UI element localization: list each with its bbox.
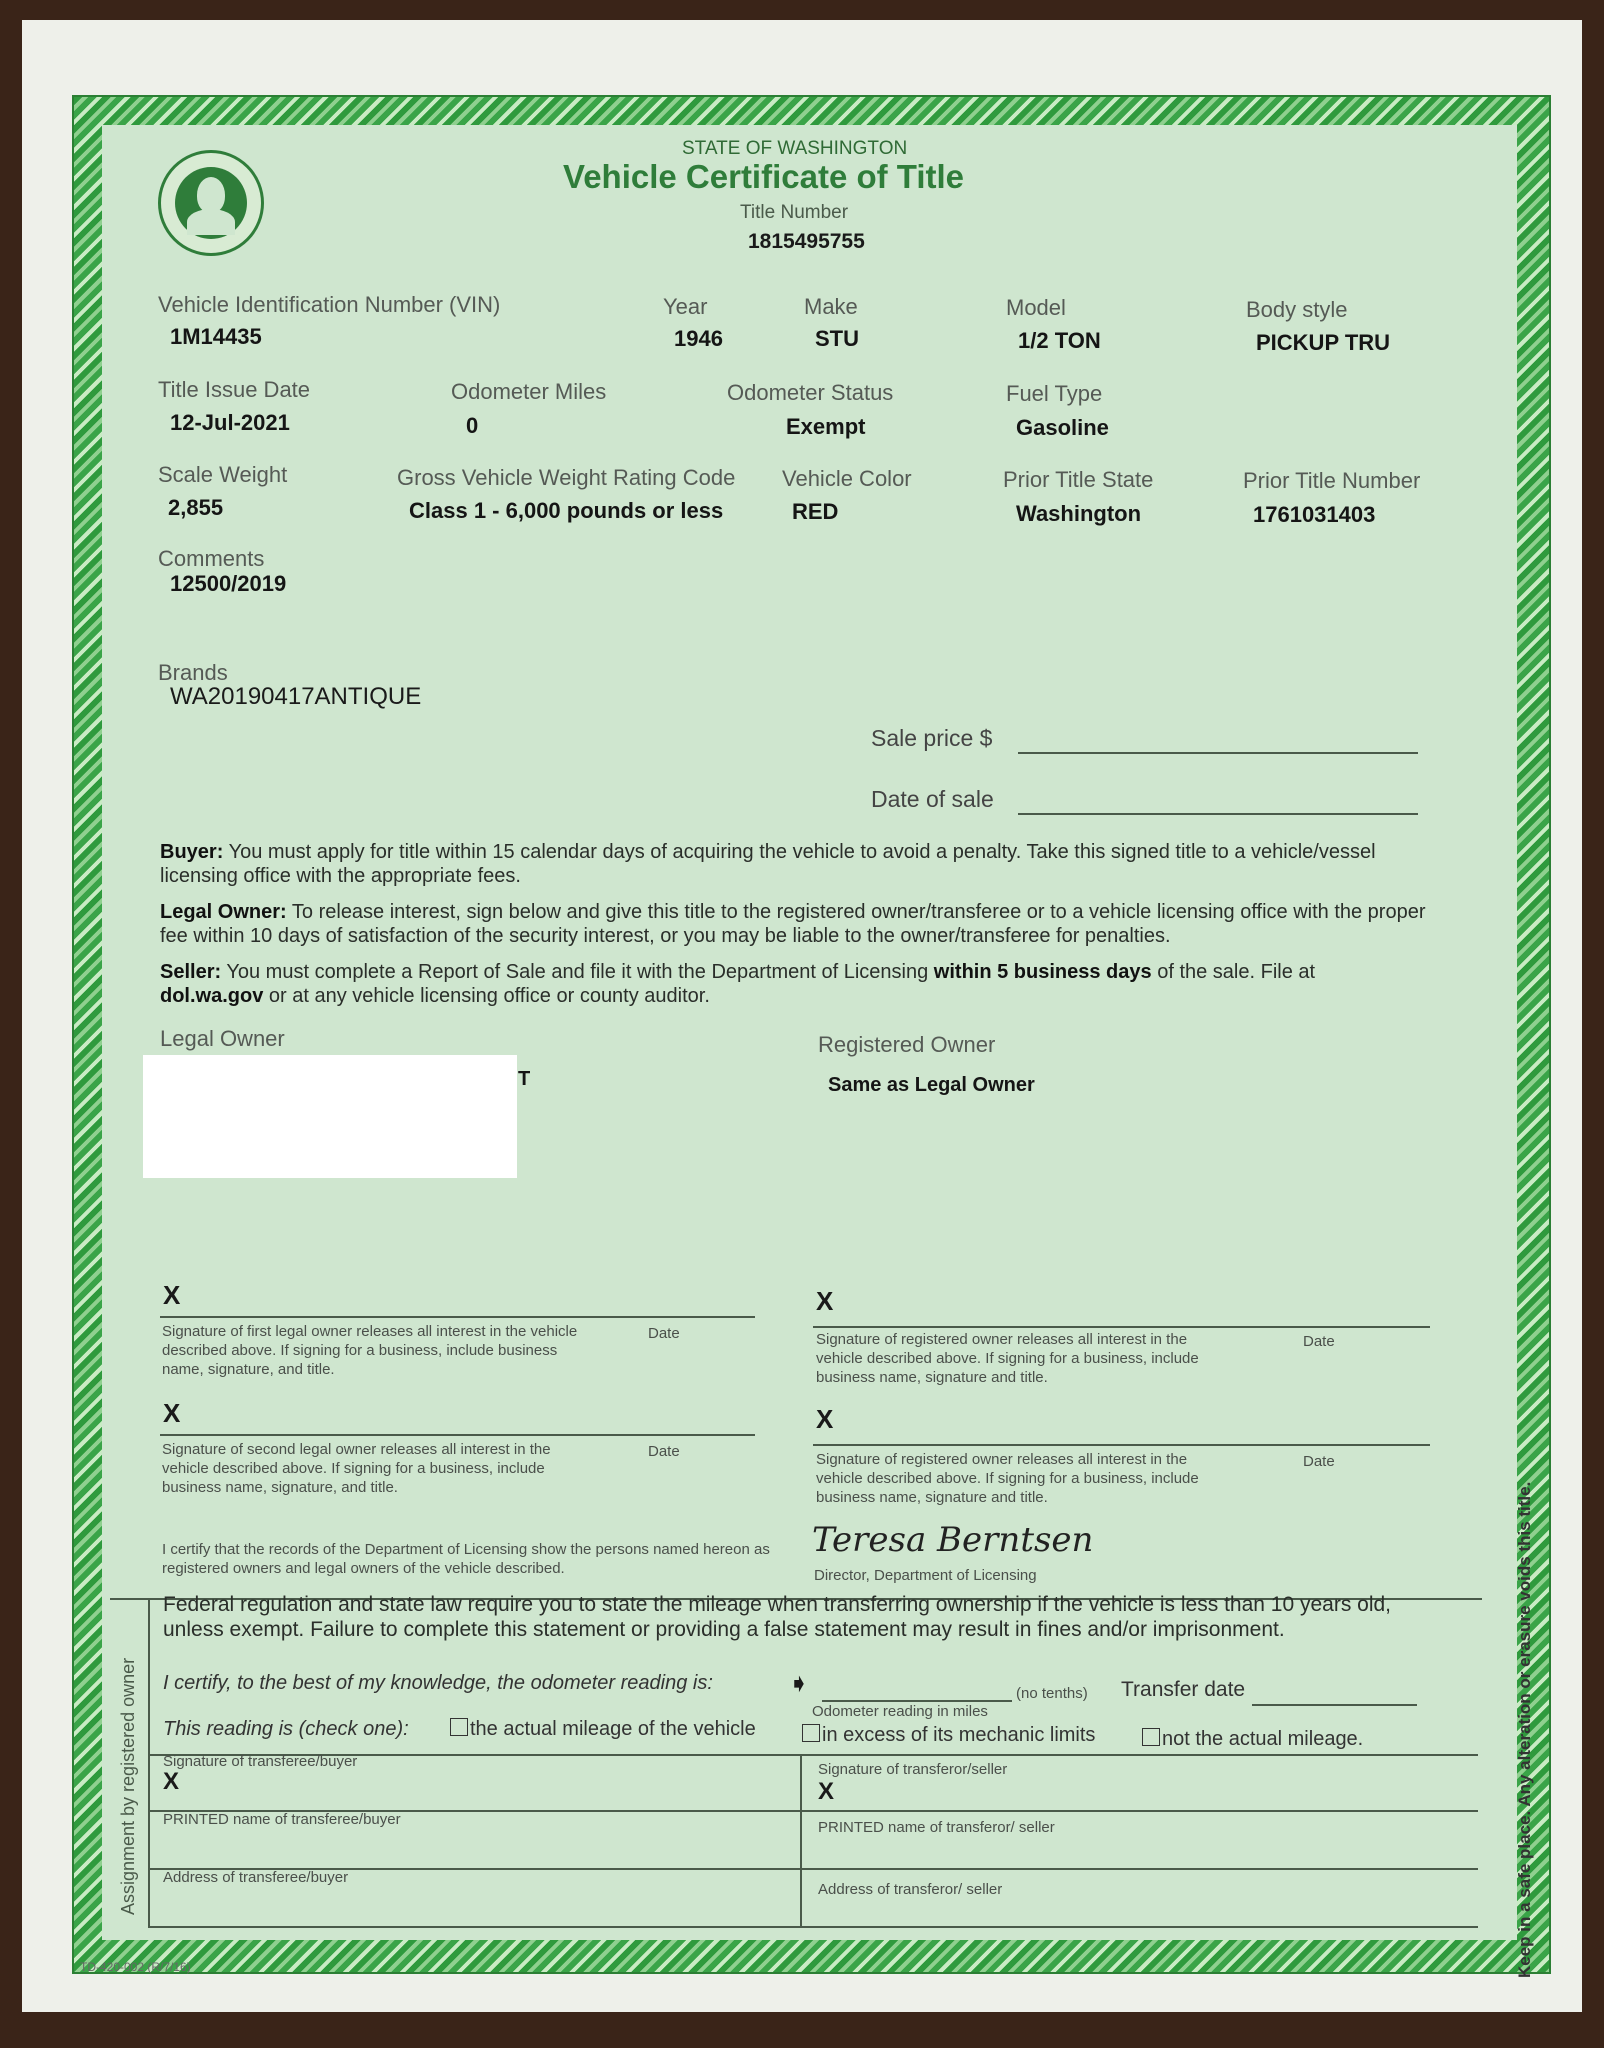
- option-not-actual-label: not the actual mileage.: [1162, 1728, 1364, 1750]
- assignment-side-label: Assignment by registered owner: [118, 1657, 138, 1915]
- gvwr-value: Class 1 - 6,000 pounds or less: [409, 498, 724, 523]
- odometer-value: 0: [466, 413, 479, 438]
- transfer-date-label: Transfer date: [1121, 1678, 1246, 1701]
- seller-sign-x[interactable]: X: [818, 1778, 835, 1805]
- brands-label: Brands: [158, 660, 228, 685]
- odometer-label: Odometer Miles: [451, 379, 607, 404]
- brands-value: WA20190417ANTIQUE: [170, 683, 422, 710]
- seller-signature-label: Signature of transferor/seller: [818, 1761, 1008, 1778]
- issue-date-value: 12-Jul-2021: [170, 410, 290, 435]
- body-style-value: PICKUP TRU: [1256, 330, 1391, 355]
- second-legal-caption: Signature of second legal owner releases all interest in the vehicle described above. If signing for a business, include business name, signature, and title.: [162, 1441, 551, 1496]
- form-number: TD-420-002 (R/7/16): [80, 1960, 191, 1974]
- first-legal-caption: Signature of first legal owner releases all interest in the vehicle described above. If signing for a business, include business name, signature, and title.: [162, 1323, 578, 1378]
- legal-owner-value: T: [518, 1068, 531, 1090]
- assignment-side-rule: [148, 1598, 150, 1926]
- seller-label: Seller:: [160, 961, 222, 983]
- make-label: Make: [804, 294, 858, 319]
- buyer-address-label[interactable]: Address of transferee/buyer: [163, 1869, 349, 1886]
- vin-label: Vehicle Identification Number (VIN): [158, 292, 501, 317]
- seller-printed-name-label[interactable]: PRINTED name of transferor/ seller: [818, 1819, 1055, 1836]
- vin-value: 1M14435: [170, 324, 262, 349]
- fuel-type-value: Gasoline: [1016, 415, 1109, 440]
- registered-date-label-2: Date: [1303, 1453, 1335, 1470]
- registered-sign-x-2: X: [816, 1404, 834, 1434]
- legal-owner-instr-text: To release interest, sign below and give this title to the registered owner/transferee or to a vehicle licensing office with the proper fee within 10 days of satisfaction of the security interest, or you may be liable to the owner/transferee for penalties.: [160, 901, 1426, 947]
- second-legal-date-label: Date: [648, 1443, 680, 1460]
- checkbox-excess[interactable]: [802, 1724, 820, 1742]
- sale-price-label: Sale price $: [871, 725, 993, 751]
- first-legal-signature-line[interactable]: [160, 1316, 755, 1318]
- prior-title-number-label: Prior Title Number: [1243, 468, 1421, 493]
- option-excess[interactable]: [802, 1724, 1095, 1747]
- seller-deadline: within 5 business days: [933, 961, 1152, 983]
- buyer-instructions: [160, 840, 1430, 888]
- first-legal-date-label: Date: [648, 1325, 680, 1342]
- legal-owner-label: Legal Owner: [160, 1026, 285, 1051]
- title-number-label: Title Number: [740, 202, 849, 223]
- seller-text-3: or at any vehicle licensing office or county auditor.: [268, 985, 710, 1007]
- title-number: 1815495755: [748, 230, 865, 253]
- odometer-caption: Odometer reading in miles: [812, 1703, 988, 1720]
- registered-signature-line-1[interactable]: [813, 1326, 1430, 1328]
- date-of-sale-field[interactable]: [1018, 813, 1418, 815]
- scale-weight-label: Scale Weight: [158, 462, 288, 487]
- registered-owner-label: Registered Owner: [818, 1032, 996, 1057]
- buyer-text: You must apply for title within 15 calendar days of acquiring the vehicle to avoid a penalty. Take this signed title to a vehicle/vessel licensing office with the appropriate fees.: [160, 841, 1376, 887]
- first-legal-sign-x: X: [163, 1280, 181, 1310]
- vehicle-color-value: RED: [792, 499, 839, 524]
- legal-owner-instructions: [160, 900, 1440, 948]
- comments-label: Comments: [158, 546, 265, 571]
- option-excess-label: in excess of its mechanic limits: [822, 1724, 1096, 1746]
- second-legal-sign-x: X: [163, 1398, 181, 1428]
- gvwr-label: Gross Vehicle Weight Rating Code: [397, 465, 736, 490]
- year-value: 1946: [674, 326, 723, 351]
- registered-caption-2: Signature of registered owner releases all interest in the vehicle described above. If signing for a business, include business name, signature and title.: [816, 1451, 1199, 1506]
- registered-caption-1: Signature of registered owner releases all interest in the vehicle described above. If signing for a business, include business name, signature and title.: [816, 1331, 1199, 1386]
- scale-weight-value: 2,855: [168, 495, 224, 520]
- seller-website: dol.wa.gov: [160, 985, 264, 1007]
- model-value: 1/2 TON: [1018, 328, 1101, 353]
- director-title: Director, Department of Licensing: [814, 1567, 1037, 1584]
- buyer-signature-label: Signature of transferee/buyer: [163, 1753, 358, 1770]
- prior-title-state-label: Prior Title State: [1003, 467, 1154, 492]
- reading-check-label: This reading is (check one):: [163, 1718, 409, 1740]
- checkbox-actual[interactable]: [450, 1718, 468, 1736]
- date-of-sale-label: Date of sale: [871, 786, 994, 812]
- sale-price-field[interactable]: [1018, 752, 1418, 754]
- second-legal-signature-line[interactable]: [160, 1434, 755, 1436]
- odometer-certify: I certify, to the best of my knowledge, the odometer reading is:: [163, 1672, 713, 1694]
- vehicle-color-label: Vehicle Color: [782, 466, 912, 491]
- legal-owner-instr-label: Legal Owner:: [160, 901, 287, 923]
- transfer-date-field[interactable]: [1252, 1704, 1417, 1706]
- option-actual-label: the actual mileage of the vehicle: [470, 1718, 756, 1740]
- no-tenths-label: (no tenths): [1016, 1685, 1088, 1702]
- prior-title-number-value: 1761031403: [1253, 502, 1376, 527]
- dol-certification: I certify that the records of the Department of Licensing show the persons named hereon as registered owners and legal owners of the vehicle described.: [162, 1541, 770, 1577]
- odometer-status-label: Odometer Status: [727, 380, 894, 405]
- option-not-actual[interactable]: [1142, 1728, 1363, 1751]
- director-signature: Teresa Berntsen: [812, 1520, 1094, 1560]
- issue-date-label: Title Issue Date: [158, 377, 311, 402]
- arrow-icon: ➧: [788, 1668, 810, 1698]
- seller-text-1: You must complete a Report of Sale and file it with the Department of Licensing: [226, 961, 929, 983]
- checkbox-not-actual[interactable]: [1142, 1728, 1160, 1746]
- seller-address-label[interactable]: Address of transferor/ seller: [818, 1881, 1003, 1898]
- registered-signature-line-2[interactable]: [813, 1444, 1430, 1446]
- buyer-sign-x[interactable]: X: [163, 1768, 180, 1795]
- registered-date-label-1: Date: [1303, 1333, 1335, 1350]
- make-value: STU: [815, 326, 859, 351]
- comments-value: 12500/2019: [170, 571, 287, 596]
- seller-instructions: [160, 960, 1420, 1008]
- grid-rule-4: [148, 1926, 1478, 1928]
- registered-sign-x-1: X: [816, 1286, 834, 1316]
- buyer-printed-name-label[interactable]: PRINTED name of transferee/buyer: [163, 1811, 401, 1828]
- state-heading: STATE OF WASHINGTON: [682, 138, 908, 159]
- washington-state-seal-icon: [158, 150, 264, 256]
- buyer-label: Buyer:: [160, 841, 224, 863]
- redacted-legal-owner: [143, 1055, 517, 1178]
- model-label: Model: [1006, 295, 1066, 320]
- seller-text-2: of the sale. File at: [1157, 961, 1316, 983]
- odometer-status-value: Exempt: [786, 414, 866, 439]
- federal-notice: Federal regulation and state law require you to state the mileage when transferring ownership if the vehicle is less than 10 years old, unless exempt. Failure to complete this statement or providing a false statement may result in fines and/or imprisonment.: [163, 1593, 1392, 1641]
- side-note: Keep in a safe place. Any alteration or erasure voids this title.: [1515, 1481, 1534, 1978]
- registered-owner-value: Same as Legal Owner: [828, 1074, 1035, 1096]
- page-title: Vehicle Certificate of Title: [563, 158, 965, 195]
- fuel-type-label: Fuel Type: [1006, 381, 1103, 406]
- prior-title-state-value: Washington: [1016, 501, 1142, 526]
- body-style-label: Body style: [1246, 297, 1348, 322]
- option-actual[interactable]: [450, 1718, 756, 1741]
- grid-center-rule: [800, 1754, 802, 1926]
- year-label: Year: [663, 294, 708, 319]
